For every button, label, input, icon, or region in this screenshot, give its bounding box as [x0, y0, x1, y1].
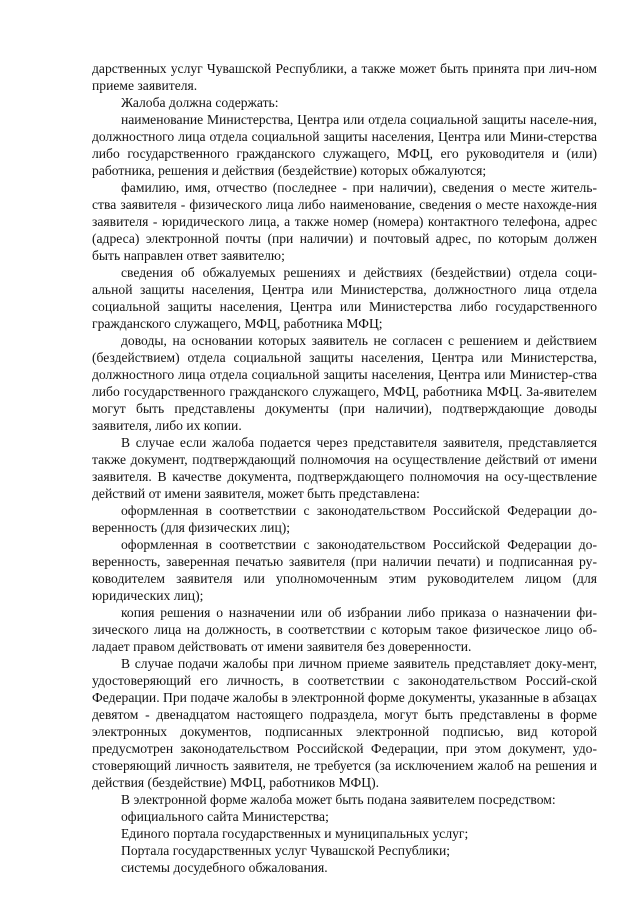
paragraph-4: фамилию, имя, отчество (последнее - при наличии), сведения о месте житель-ства заявителя - физического лица либо наименование, сведения о месте нахожде-ния заявителя - юридического лица, а также номер (номера) контактного телефона, адрес (адреса) электронной почты (при наличии) и почтовый адрес, по которым должен быть направлен ответ заявителю; — [92, 180, 597, 263]
paragraph-15: Портала государственных услуг Чувашской Республики; — [121, 843, 450, 858]
paragraph-14: Единого портала государственных и муниципальных услуг; — [121, 826, 469, 841]
paragraph-13: официального сайта Министерства; — [121, 809, 329, 824]
paragraph-2: Жалоба должна содержать: — [121, 95, 279, 110]
paragraph-9: оформленная в соответствии с законодательством Российской Федерации до-веренность, заверенная печатью заявителя (при наличии печати) и подписанная ру-ководителем заявителя или уполномоченным этим руководителем лицом (для юридических лиц); — [92, 537, 597, 603]
paragraph-12: В электронной форме жалоба может быть подана заявителем посредством: — [121, 792, 556, 807]
paragraph-7: В случае если жалоба подается через представителя заявителя, представляется также документ, подтверждающий полномочия на осуществление действий от имени заявителя. В качестве документа, подтверждающего полномочия на осу-ществление действий от имени заявителя, может быть представлена: — [92, 435, 597, 501]
paragraph-5: сведения об обжалуемых решениях и действиях (бездействии) отдела соци-альной защиты населения, Центра или Министерства, должностного лица отдела социальной защиты населения, Центра или Министерства либо государственного гражданского служащего, МФЦ, работника МФЦ; — [92, 265, 597, 331]
paragraph-16: системы досудебного обжалования. — [121, 860, 328, 875]
paragraph-11: В случае подачи жалобы при личном приеме заявитель представляет доку-мент, удостоверяющий его личность, в соответствии с законодательством Россий-ской Федерации. При подаче жалобы в электронной форме документы, указанные в абзацах девятом - двенадцатом настоящего подраздела, могут быть представлены в форме электронных документов, подписанных электронной подписью, вид которой предусмотрен законодательством Российской Федерации, при этом документ, удо-стоверяющий личность заявителя, не требуется (за исключением жалоб на решения и действия (бездействие) МФЦ, работников МФЦ). — [92, 656, 597, 790]
paragraph-6: доводы, на основании которых заявитель не согласен с решением и действием (бездействием) отдела социальной защиты населения, Центра или Министерства, должностного лица отдела социальной защиты населения, Центра или Министер-ства либо государственного гражданского служащего, МФЦ, работника МФЦ. За-явителем могут быть представлены документы (при наличии), подтверждающие доводы заявителя, либо их копии. — [92, 333, 597, 433]
document-page — [92, 60, 597, 876]
paragraph-10: копия решения о назначении или об избрании либо приказа о назначении фи-зического лица на должность, в соответствии с которым такое физическое лицо об-ладает правом действовать от имени заявителя без доверенности. — [92, 605, 597, 654]
paragraph-1: дарственных услуг Чувашской Республики, а также может быть принята при лич-ном приеме заявителя. — [92, 61, 597, 93]
paragraph-3: наименование Министерства, Центра или отдела социальной защиты населе-ния, должностного лица отдела социальной защиты населения, Центра или Мини-стерства либо государственного гражданского служащего, МФЦ, его руководителя и (или) работника, решения и действия (бездействие) которых обжалуются; — [92, 112, 597, 178]
paragraph-8: оформленная в соответствии с законодательством Российской Федерации до-веренность (для физических лиц); — [92, 503, 597, 535]
